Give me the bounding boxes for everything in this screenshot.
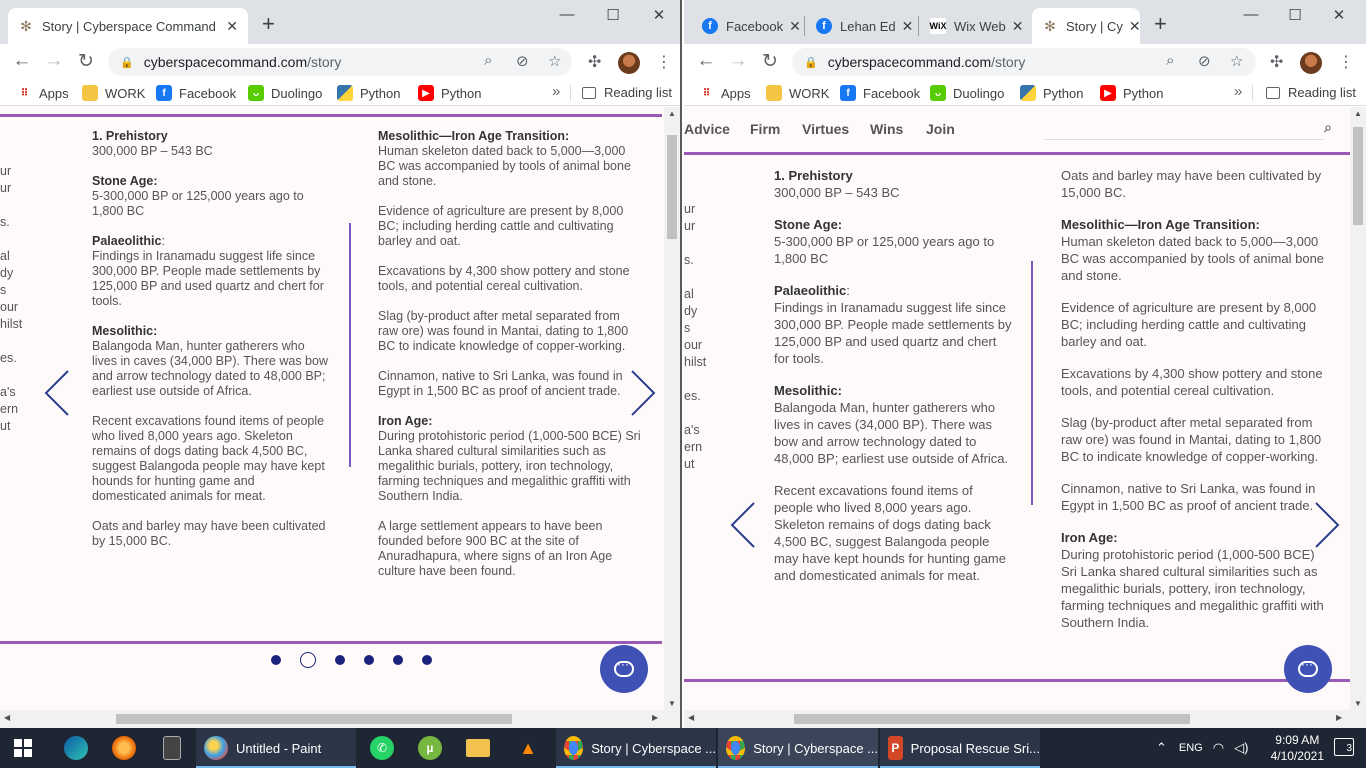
clipped-text-line: ut [0,419,11,433]
story-paragraph [1061,480,1331,514]
clipped-text-line: s [684,321,691,335]
story-text: 5-300,000 BP or 125,000 years ago to 1,800 BC [92,189,304,218]
story-paragraph [1061,167,1331,201]
clipped-text-line: a's [0,385,16,399]
tab-strip [0,0,680,44]
search-icon[interactable]: ⌕ [1324,119,1332,135]
kebab-menu-icon[interactable]: ⋮ [656,54,672,71]
story-paragraph [92,519,330,549]
bookmark-star-icon[interactable]: ☆ [1230,53,1244,70]
url-domain: cyberspacecommand.com [827,54,992,70]
new-tab-button[interactable]: + [1154,11,1167,36]
extensions-puzzle-icon[interactable]: ✣ [1270,54,1284,71]
forward-arrow-icon[interactable]: → [728,50,748,71]
tab-story[interactable]: ✻ Story | Cy ✕ [1032,8,1140,44]
story-paragraph [1061,529,1331,631]
story-paragraph [92,174,330,219]
wifi-icon[interactable]: ◠ [1212,740,1225,755]
bookmark-facebook[interactable]: f Facebook [840,85,920,101]
clipped-text-line: es. [0,351,17,365]
clipped-text-line: a's [684,423,700,437]
youtube-icon: ▶ [1100,85,1116,101]
profile-avatar[interactable] [1300,52,1322,74]
site-search-field[interactable] [1044,139,1324,140]
vertical-scrollbar[interactable] [1350,107,1366,710]
bottom-divider-rule [684,679,1350,682]
site-favicon-icon: ✻ [20,17,32,34]
nav-advice[interactable]: Advice [684,121,730,137]
story-text: Human skeleton dated back to 5,000—3,000 BC was accompanied by tools of animal bone and stone. [1061,234,1325,283]
clipped-text-line: ern [684,440,703,454]
tab-lehan[interactable]: f Lehan Ed ✕ [806,8,916,44]
scroll-left-icon[interactable]: ◀ [4,713,11,722]
story-paragraph [378,204,642,249]
bookmarks-bar [0,80,680,106]
clipped-text-line: hilst [684,355,707,369]
bookmarks-bar [684,80,1366,106]
carousel-next-arrow[interactable] [630,369,656,417]
clipped-text-line: al [684,287,694,301]
clipped-text-line: s. [684,253,694,267]
file-explorer-taskbar-icon[interactable] [456,728,500,768]
story-text: Slag (by-product after metal separated from raw ore) was found in Mantai, dating to 1,800 BC to indicate knowledge of copper-working. [378,309,629,353]
story-heading: Palaeolithic [774,283,847,298]
story-text: Recent excavations found items of people who lived 8,000 years ago. Skeleton remains of dogs dating back 4,500 BC, suggest Balangoda people may have kept hounds for hunting game and domesticated animals for meat. [774,483,1006,583]
bookmarks-divider [1252,85,1253,101]
story-paragraph [378,309,642,354]
story-paragraph [774,382,1014,467]
taskbar-app-chrome-2[interactable]: Story | Cyberspace ... [718,728,878,768]
clipped-text-line: hilst [0,317,23,331]
clipped-text-line [684,269,706,286]
clipped-text-line: s [0,283,7,297]
back-arrow-icon[interactable]: ← [696,50,716,71]
story-paragraph [774,167,1014,201]
story-paragraph [378,264,642,294]
reload-icon[interactable]: ↻ [762,51,778,72]
reading-list-icon [582,87,596,99]
bookmark-duolingo[interactable]: ᴗ Duolingo [930,85,1004,101]
apps-grid-icon: ⠿ [702,87,710,99]
clipped-text-line: dy [684,304,698,318]
story-heading: 1. Prehistory [774,168,853,183]
carousel-prev-arrow[interactable] [44,369,70,417]
story-heading: Stone Age: [774,217,843,232]
utorrent-taskbar-icon[interactable]: µ [408,728,452,768]
eye-off-icon[interactable]: ⊘ [516,53,529,70]
reading-list-button[interactable]: Reading list [582,85,672,100]
clipped-text-line: ut [684,457,695,471]
scroll-up-icon[interactable]: ▲ [1354,109,1362,118]
clipped-text-line: ern [0,402,19,416]
python-icon [1020,85,1036,101]
story-paragraph [1061,365,1331,399]
kebab-menu-icon[interactable]: ⋮ [1338,54,1354,71]
paint-icon [204,736,228,760]
top-divider-rule [684,152,1350,155]
tab-close-icon[interactable]: ✕ [1011,17,1024,34]
extensions-puzzle-icon[interactable]: ✣ [588,54,602,71]
story-paragraph [92,414,330,504]
facebook-icon: f [156,85,172,101]
story-heading: Iron Age: [378,414,433,428]
tab-close-icon[interactable]: ✕ [901,17,914,34]
tab-strip [684,0,1366,44]
url-path: /story [307,54,342,70]
youtube-icon: ▶ [418,85,434,101]
bookmark-python-1[interactable]: Python [1020,85,1083,101]
lock-icon: 🔒 [120,56,134,69]
story-paragraph [1061,216,1331,284]
site-navigation [684,107,1350,151]
chat-widget-button[interactable] [1284,645,1332,693]
python-icon [337,85,353,101]
windows-taskbar [0,728,1366,768]
clipped-text-line [0,333,24,350]
chrome-icon [564,736,583,760]
carousel-dot[interactable] [364,655,374,665]
minimize-button[interactable]: — [559,6,575,23]
clipped-text-line: al [0,249,10,263]
powerpoint-icon: P [888,736,903,760]
story-text: Excavations by 4,300 show pottery and stone tools, and potential cereal cultivation. [378,264,630,293]
story-paragraph [774,482,1014,584]
story-page [0,107,666,710]
story-text: Cinnamon, native to Sri Lanka, was found in Egypt in 1,500 BC as proof of ancient trade. [1061,481,1316,513]
taskbar-app-chrome-1[interactable]: Story | Cyberspace ... [556,728,716,768]
carousel-dot[interactable] [393,655,403,665]
tab-close-icon[interactable]: ✕ [1128,17,1141,34]
bookmark-python-2[interactable]: ▶ Python [1100,85,1163,101]
reload-icon[interactable]: ↻ [78,51,94,72]
story-text: Recent excavations found items of people who lived 8,000 years ago. Skeleton remains of dogs dating back 4,500 BC, suggest Balangoda people may have kept hounds for hunting game and domesticated animals for meat. [92,414,325,503]
carousel-prev-arrow[interactable] [730,501,756,549]
clipped-text-line [684,371,706,388]
scroll-right-icon[interactable]: ▶ [652,713,659,722]
zoom-search-icon[interactable]: ⌕ [484,52,493,69]
story-text: Findings in Iranamadu suggest life since 300,000 BP. People made settlements by 125,000 BP and used quartz and chert for tools. [92,249,324,308]
story-heading: Iron Age: [1061,530,1118,545]
bookmark-facebook[interactable]: f Facebook [156,85,236,101]
bookmark-python-2[interactable]: ▶ Python [418,85,481,101]
story-paragraph [774,216,1014,267]
story-paragraph [92,324,330,399]
story-paragraph [1061,299,1331,350]
bookmarks-more-icon[interactable]: » [1234,83,1243,100]
scroll-up-icon[interactable]: ▲ [668,109,676,118]
scroll-down-icon[interactable]: ▼ [668,699,676,708]
clipped-text-fragments [684,201,706,473]
bookmark-apps[interactable]: ⠿ Apps [16,85,69,101]
edge-taskbar-icon[interactable] [54,728,98,768]
story-text: Slag (by-product after metal separated from raw ore) was found in Mantai, dating to 1,800 BC to indicate knowledge of copper-working. [1061,415,1322,464]
chat-bubble-icon [1298,661,1318,677]
tab-story[interactable] [8,8,248,44]
story-text: Findings in Iranamadu suggest life since 300,000 BP. People made settlements by 125,000 BP and used quartz and chert for tools. [774,300,1012,366]
story-text: Excavations by 4,300 show pottery and stone tools, and potential cereal cultivation. [1061,366,1323,398]
facebook-icon: f [840,85,856,101]
folder-icon [766,85,782,101]
system-tray [1156,728,1258,768]
top-divider-rule [0,114,662,117]
story-text: 300,000 BP – 543 BC [92,144,213,158]
story-text: Balangoda Man, hunter gatherers who lives in caves (34,000 BP). There was bow and arrow technology dated to 48,000 BP; earliest use outside of Africa. [774,400,1009,466]
nav-firm[interactable]: Firm [750,121,781,137]
clipped-text-line [0,367,24,384]
clipped-text-line: s. [0,215,10,229]
h-scrollbar-thumb[interactable] [116,714,512,724]
horizontal-scrollbar[interactable] [684,710,1366,728]
back-arrow-icon[interactable]: ← [12,50,32,71]
story-heading: Mesolithic: [774,383,842,398]
reading-list-button[interactable]: Reading list [1266,85,1356,100]
clipped-text-line [684,235,706,252]
bookmark-work[interactable]: WORK [82,85,145,101]
browser-window-left [0,0,682,728]
clipped-text-line [684,405,706,422]
story-column-2 [378,129,642,594]
facebook-icon: f [816,18,832,34]
firefox-taskbar-icon[interactable] [102,728,146,768]
h-scrollbar-thumb[interactable] [794,714,1190,724]
clipped-text-line [0,197,24,214]
tab-close-icon[interactable]: ✕ [226,17,238,34]
apps-grid-icon: ⠿ [20,87,28,99]
story-paragraph: Palaeolithic: Findings in Iranamadu suggest life since 300,000 BP. People made settlements by 125,000 BP and used quartz and chert for tools. [92,234,324,308]
input-method-indicator[interactable]: ENG [1178,742,1203,754]
duolingo-icon: ᴗ [248,85,264,101]
bookmarks-divider [570,85,571,101]
carousel-dot[interactable] [300,652,316,668]
carousel-next-arrow[interactable] [1314,501,1340,549]
url-path: /story [991,54,1026,70]
story-heading: Palaeolithic [92,234,162,248]
maximize-button[interactable]: ☐ [1288,7,1302,24]
chat-bubble-icon [614,661,634,677]
nav-wins[interactable]: Wins [870,121,904,137]
nav-join[interactable]: Join [926,121,955,137]
close-window-button[interactable]: ✕ [652,7,666,24]
address-bar[interactable] [108,48,572,76]
story-paragraph [378,414,642,504]
notifications-icon[interactable]: 3 [1334,738,1354,756]
story-heading: Mesolithic—Iron Age Transition: [378,129,570,143]
column-divider [1031,261,1033,505]
story-text: During protohistoric period (1,000-500 BCE) Sri Lanka shared cultural similarities such as megalithic burials, pottery, iron technology, farming techniques and megalithic graffiti with Southern India. [1061,547,1324,630]
forward-arrow-icon[interactable]: → [44,50,64,71]
browser-toolbar [0,44,680,80]
taskbar-app-powerpoint[interactable]: P Proposal Rescue Sri... [880,728,1040,768]
scroll-down-icon[interactable]: ▼ [1354,699,1362,708]
wix-icon: WiX [930,18,946,34]
clipped-text-line: dy [0,266,14,280]
story-paragraph [1061,414,1331,465]
nav-virtues[interactable]: Virtues [802,121,850,137]
story-paragraph: Palaeolithic: Findings in Iranamadu suggest life since 300,000 BP. People made settlements by 125,000 BP and used quartz and chert for tools. [774,283,1012,366]
story-text: During protohistoric period (1,000-500 BCE) Sri Lanka shared cultural similarities such as megalithic burials, pottery, iron technology, farming techniques and megalithic graffiti with Southern India. [378,429,641,503]
lock-icon: 🔒 [804,56,818,69]
story-column-1 [92,129,330,564]
tray-chevron-icon[interactable]: ⌃ [1156,740,1167,755]
clipped-text-line: ur [684,219,696,233]
vlc-taskbar-icon[interactable]: ▲ [519,737,537,758]
scrollbar-thumb[interactable] [667,135,677,239]
story-text: 5-300,000 BP or 125,000 years ago to 1,800 BC [774,234,995,266]
calculator-taskbar-icon[interactable] [150,728,194,768]
story-text: Balangoda Man, hunter gatherers who lives in caves (34,000 BP). There was bow and arrow technology dated to 48,000 BP; earliest use outside of Africa. [92,339,328,398]
bookmarks-more-icon[interactable]: » [552,83,561,100]
story-text: Cinnamon, native to Sri Lanka, was found in Egypt in 1,500 BC as proof of ancient trade. [378,369,623,398]
bookmark-apps[interactable]: ⠿ Apps [698,85,751,101]
bookmark-star-icon[interactable]: ☆ [548,53,562,70]
windows-start-icon[interactable] [14,739,32,757]
story-text: 300,000 BP – 543 BC [774,185,900,200]
minimize-button[interactable]: — [1243,6,1259,23]
clipped-text-line: our [684,338,703,352]
story-page [684,107,1350,710]
clipped-text-line: es. [684,389,701,403]
taskbar-app-paint[interactable]: Untitled - Paint [196,728,356,768]
story-text: Oats and barley may have been cultivated by 15,000 BC. [92,519,326,548]
story-text: Human skeleton dated back to 5,000—3,000 BC was accompanied by tools of animal bone and stone. [378,144,631,188]
clipped-text-fragments [0,163,24,435]
zoom-search-icon[interactable]: ⌕ [1166,52,1175,69]
facebook-icon: f [702,18,718,34]
scroll-right-icon[interactable]: ▶ [1336,713,1343,722]
chat-widget-button[interactable] [600,645,648,693]
site-favicon-icon: ✻ [1044,17,1056,34]
clipped-text-line: ur [684,202,696,216]
carousel-pagination [271,652,451,668]
duolingo-icon: ᴗ [930,85,946,101]
reading-list-icon [1266,87,1280,99]
chrome-icon [726,736,745,760]
carousel-dot[interactable] [271,655,281,665]
url-domain: cyberspacecommand.com [143,54,308,70]
volume-icon[interactable]: ◁) [1234,740,1249,755]
story-text: Evidence of agriculture are present by 8,000 BC; including herding cattle and cultivating barley and oat. [1061,300,1317,349]
horizontal-scrollbar[interactable] [0,710,680,728]
story-text: A large settlement appears to have been founded before 900 BC at the site of Anuradhapura, where signs of an Iron Age culture have been found. [378,519,613,578]
browser-toolbar [684,44,1366,80]
clipped-text-line [0,231,24,248]
story-column-1 [774,167,1014,599]
profile-avatar[interactable] [618,52,640,74]
tab-wix[interactable]: WiX Wix Web ✕ [929,17,1024,34]
bookmark-duolingo[interactable]: ᴗ Duolingo [248,85,322,101]
carousel-dot[interactable] [335,655,345,665]
scrollbar-thumb[interactable] [1353,127,1363,225]
carousel-dot[interactable] [422,655,432,665]
story-paragraph [378,129,642,189]
story-text: Oats and barley may have been cultivated by 15,000 BC. [1061,168,1322,200]
tab-title: Story | Cyberspace Command [42,18,216,34]
story-heading: Stone Age: [92,174,158,188]
clipped-text-line: ur [0,181,12,195]
clipped-text-line: our [0,300,19,314]
story-paragraph [92,129,330,159]
tab-close-icon[interactable]: ✕ [789,17,801,34]
folder-icon [82,85,98,101]
bookmark-python-1[interactable]: Python [337,85,400,101]
eye-off-icon[interactable]: ⊘ [1198,53,1211,70]
story-column-2 [1061,167,1331,646]
story-paragraph [378,519,642,579]
vertical-scrollbar[interactable] [664,107,680,710]
story-heading: Mesolithic: [92,324,158,338]
bookmark-work[interactable]: WORK [766,85,829,101]
bottom-divider-rule [0,641,662,644]
new-tab-button[interactable]: + [262,11,275,36]
taskbar-clock[interactable]: 9:09 AM 4/10/2021 [1270,733,1324,763]
address-bar[interactable] [792,48,1256,76]
column-divider [349,223,351,467]
scroll-left-icon[interactable]: ◀ [688,713,695,722]
story-paragraph [378,369,642,399]
tab-facebook[interactable]: f Facebook ✕ [692,8,802,44]
close-window-button[interactable]: ✕ [1332,7,1346,24]
maximize-button[interactable]: ☐ [606,7,620,24]
story-heading: Mesolithic—Iron Age Transition: [1061,217,1260,232]
story-text: Evidence of agriculture are present by 8,000 BC; including herding cattle and cultivating barley and oat. [378,204,624,248]
whatsapp-taskbar-icon[interactable]: ✆ [360,728,404,768]
clipped-text-line: ur [0,164,12,178]
story-heading: 1. Prehistory [92,129,168,143]
browser-window-right [684,0,1366,728]
